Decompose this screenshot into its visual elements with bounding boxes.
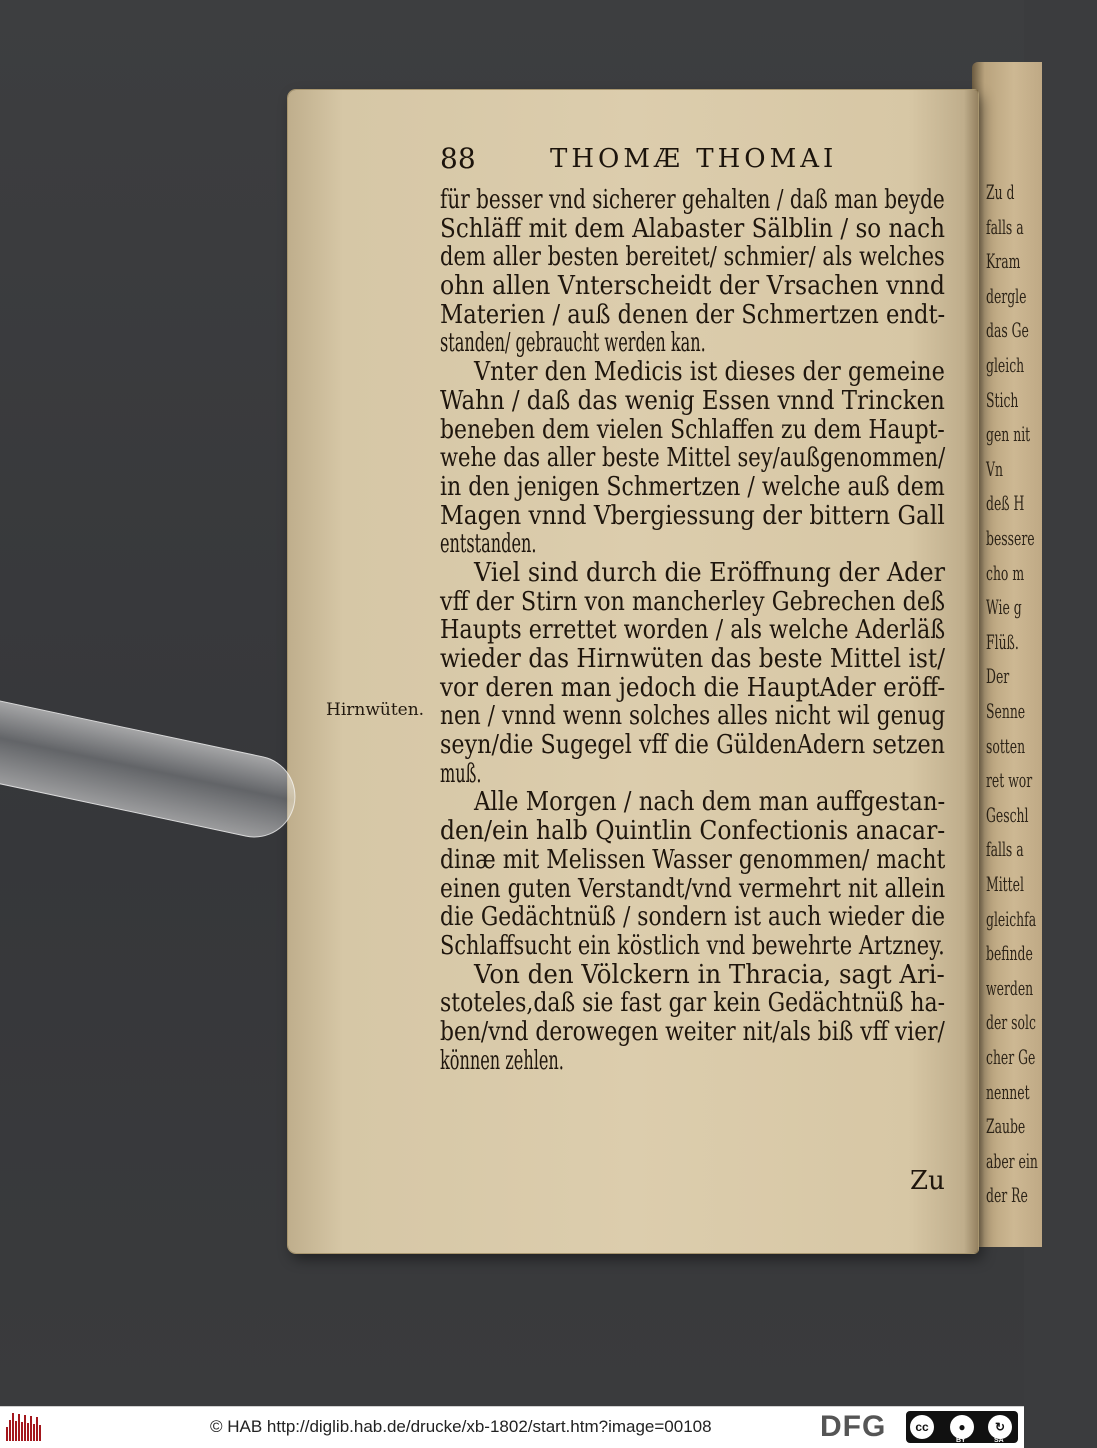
text-line [440, 1047, 945, 1076]
text-line-content: Schläff mit dem Alabaster Sälblin / so nach [440, 213, 945, 244]
text-line [440, 903, 945, 932]
text-line [440, 473, 945, 502]
text-line-content: dem aller besten bereitet/ schmier/ als welches [440, 242, 945, 273]
text-line [440, 215, 945, 244]
text-line [440, 272, 945, 301]
text-line [440, 444, 945, 473]
facing-page-fragment: Vn [986, 456, 1003, 481]
text-line-content: Wahn / daß das wenig Essen vnnd Trincken [440, 385, 945, 416]
text-line-content: Schlaffsucht ein köstlich vnd bewehrte Artzney. [440, 930, 945, 961]
text-line-content: Vnter den Medicis ist dieses der gemeine [474, 357, 945, 388]
facing-page-fragment: Flüß. [986, 629, 1019, 654]
text-line [440, 329, 945, 358]
text-line [440, 846, 945, 875]
text-line-content: den/ein halb Quintlin Confectionis anacar- [440, 816, 946, 847]
text-line-content: vff der Stirn von mancherley Gebrechen deß [440, 586, 946, 617]
page-header [440, 142, 880, 182]
text-line-content: ohn allen Vnterscheidt der Vrsachen vnnd [440, 271, 945, 302]
catchword: Zu [910, 1166, 945, 1196]
facing-page-fragment: der solc [986, 1010, 1036, 1035]
facing-page-fragment: gleich [986, 353, 1025, 377]
text-line-content: dinæ mit Melissen Wasser genommen/ macht [440, 844, 946, 875]
facing-page-fragment: Senne [986, 699, 1026, 723]
text-line [440, 530, 945, 559]
text-line-content: in den jenigen Schmertzen / welche auß dem [440, 471, 945, 502]
facing-page-fragment: Wie g [986, 595, 1022, 620]
text-line-content: Haupts errettet worden / als welche Aderläß [440, 615, 946, 646]
logo-bar [9, 1420, 11, 1441]
logo-bar [36, 1417, 38, 1441]
facing-page-fragment: falls a [986, 214, 1024, 239]
logo-bar [18, 1414, 20, 1441]
facing-page-fragment: das Ge [986, 318, 1029, 343]
text-line-content: Materien / auß denen der Schmertzen endt- [440, 299, 946, 330]
facing-page-fragment: nennet [986, 1079, 1030, 1104]
text-line [440, 674, 945, 703]
facing-page-fragment: ret wor [986, 768, 1033, 793]
text-line-content: nen / vnnd wenn solches alles nicht wil genug [440, 701, 946, 732]
text-line [440, 559, 945, 588]
text-line [440, 186, 945, 215]
facing-page-fragment: sotten [986, 733, 1026, 758]
text-line [440, 932, 945, 961]
sa-share-alike-icon: ↻ [988, 1415, 1012, 1439]
text-line-content: Magen vnnd Vbergiessung der bittern Gall [440, 500, 945, 531]
text-line-content: Viel sind durch die Eröffnung der Ader [474, 557, 946, 588]
text-line [440, 961, 945, 990]
text-line-content: Alle Morgen / nach dem man auffgestan- [474, 787, 946, 818]
logo-bar [24, 1415, 26, 1441]
text-line [440, 989, 945, 1018]
text-line [440, 788, 945, 817]
logo-bar [15, 1421, 17, 1441]
text-line-content: einen guten Verstandt/vnd vermehrt nit allein [440, 873, 946, 904]
text-line [440, 301, 945, 330]
by-attribution-icon: ● [950, 1415, 974, 1439]
text-line [440, 731, 945, 760]
text-line [440, 358, 945, 387]
text-line-content: ben/vnd derowegen weiter nit/als biß vff vier/ [440, 1016, 945, 1047]
text-line [440, 502, 945, 531]
page-body-text [440, 186, 945, 1075]
facing-page-fragment: gleichfa [986, 906, 1037, 931]
by-label: BY [956, 1437, 966, 1444]
facing-page-fragment: deß H [986, 491, 1025, 516]
text-line [440, 702, 945, 731]
logo-bar [21, 1422, 23, 1441]
text-line-content: seyn/die Sugegel vff die GüldenAdern setzen [440, 730, 945, 761]
text-line [440, 416, 945, 445]
cc-license-badge[interactable] [906, 1411, 1018, 1443]
facing-page-fragment: gen nit [986, 422, 1031, 447]
text-line [440, 588, 945, 617]
text-line-content: entstanden. [440, 529, 537, 560]
sa-label: SA [994, 1437, 1004, 1444]
facing-page-fragment: Mittel [986, 872, 1024, 896]
text-line-content: die Gedächtnüß / sondern ist auch wieder die [440, 902, 946, 933]
text-line [440, 1018, 945, 1047]
logo-bar [39, 1425, 41, 1441]
hab-barcode-logo-icon[interactable] [6, 1413, 46, 1443]
text-line-content: für besser vnd sicherer gehalten / daß man beyde [440, 185, 945, 215]
text-line [440, 616, 945, 645]
facing-page-fragment: aber ein [986, 1148, 1038, 1173]
text-line [440, 817, 945, 846]
text-line-content: können zehlen. [440, 1045, 564, 1076]
logo-bar [33, 1424, 35, 1441]
facing-page-fragment: cho m [986, 560, 1025, 585]
logo-bar [27, 1423, 29, 1441]
facing-page-fragment: Stich [986, 387, 1019, 412]
marginal-note: Hirnwüten. [326, 700, 425, 720]
text-line [440, 387, 945, 416]
logo-bar [6, 1427, 8, 1441]
cc-icon: cc [910, 1415, 934, 1439]
text-line-content: beneben dem vielen Schlaffen zu dem Haupt- [440, 414, 945, 445]
facing-page-fragment: Der [986, 664, 1010, 689]
logo-bar [30, 1416, 32, 1441]
text-line-content: muß. [440, 758, 482, 789]
facing-page-fragment: Zu d [986, 180, 1015, 204]
image-credit-link[interactable]: © HAB http://diglib.hab.de/drucke/xb-1802/start.htm?image=00108 [210, 1417, 712, 1436]
facing-page-fragment: bessere [986, 526, 1035, 550]
facing-page-fragment: falls a [986, 837, 1024, 862]
text-line-content: wehe das aller beste Mittel sey/außgenommen/ [440, 443, 946, 474]
text-line [440, 243, 945, 272]
facing-page-fragment: Zaube [986, 1114, 1026, 1139]
text-line [440, 875, 945, 904]
facing-page-fragment: Geschl [986, 802, 1029, 827]
text-line [440, 760, 945, 789]
text-line-content: Von den Völckern in Thracia, sagt Ari- [474, 959, 945, 990]
page-number: 88 [440, 142, 476, 175]
page-gutter-shadow [964, 90, 978, 1253]
dfg-logo[interactable]: DFG [820, 1410, 887, 1443]
running-title: THOMÆ THOMAI [550, 144, 838, 174]
facing-page-edge [972, 62, 1042, 1247]
text-line-content: standen/ gebraucht werden kan. [440, 328, 706, 359]
facing-page-fragment: werden [986, 975, 1034, 1000]
text-line-content: wieder das Hirnwüten das beste Mittel ist/ [440, 644, 946, 674]
text-line-content: vor deren man jedoch die HauptAder eröff- [440, 672, 946, 703]
viewer-footer [0, 1406, 1024, 1448]
facing-page-fragment: der Re [986, 1183, 1028, 1208]
facing-page-fragment: cher Ge [986, 1045, 1036, 1069]
text-line-content: stoteles,daß sie fast gar kein Gedächtnüß ha- [440, 988, 946, 1019]
facing-page-fragment: befinde [986, 941, 1033, 966]
facing-page-fragment: dergle [986, 283, 1027, 308]
facing-page-fragment: Kram [986, 249, 1021, 274]
logo-bar [12, 1413, 14, 1441]
text-line [440, 645, 945, 674]
